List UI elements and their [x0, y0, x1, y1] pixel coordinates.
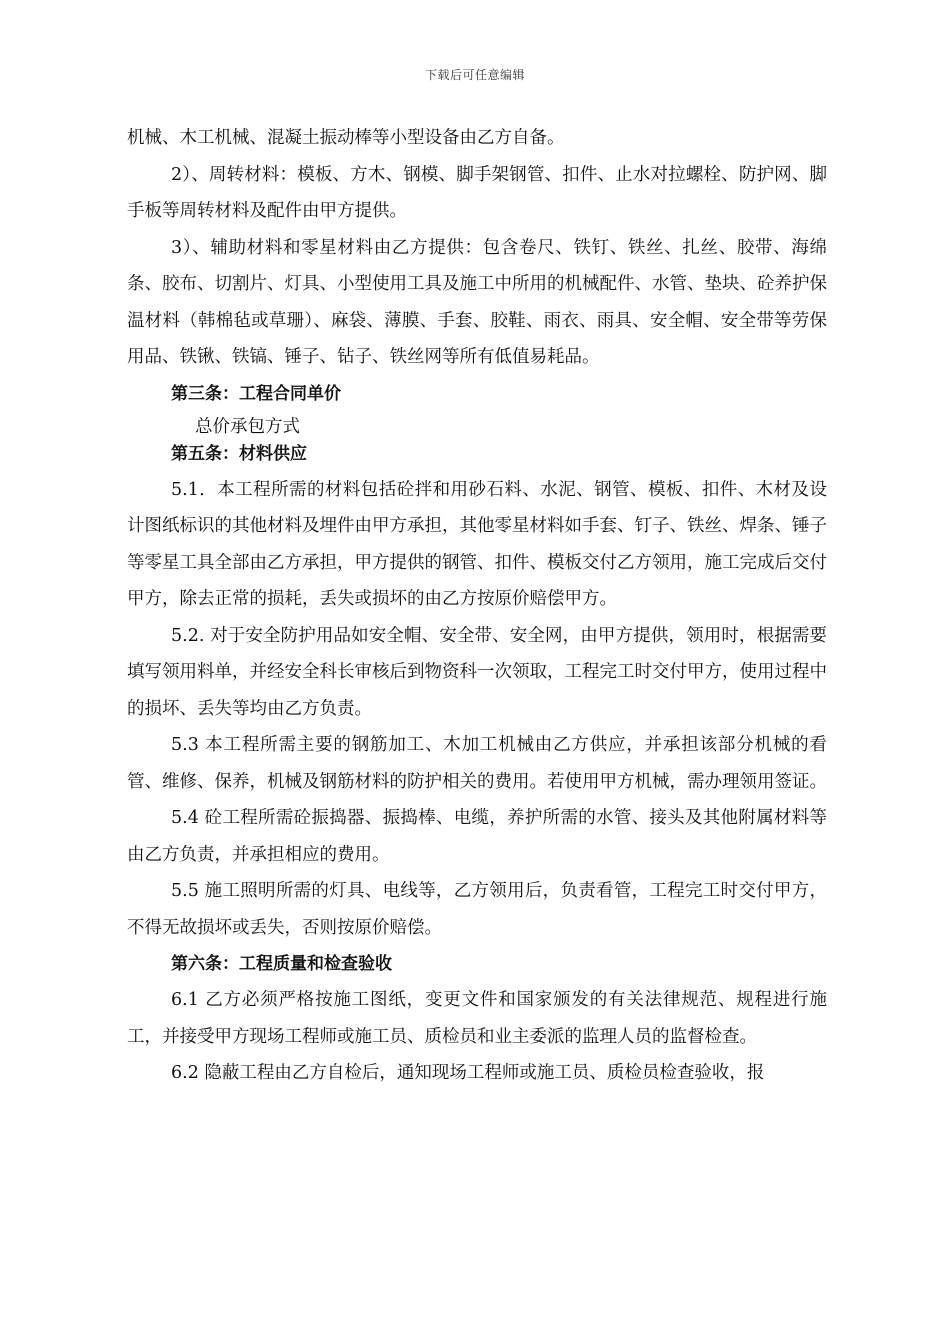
- paragraph-5-3: 5.3 本工程所需主要的钢筋加工、木加工机械由乙方供应，并承担该部分机械的看管、维修、保养，机械及钢筋材料的防护相关的费用。若使用甲方机械，需办理领用签证。: [127, 735, 827, 792]
- paragraph-equipment: 机械、木工机械、混凝土振动棒等小型设备由乙方自备。: [127, 128, 565, 148]
- paragraph-5-1: 5.1．本工程所需的材料包括砼拌和用砂石料、水泥、钢管、模板、扣件、木材及设计图纸标识的其他材料及埋件由甲方承担，其他零星材料如手套、钉子、铁丝、焊条、锤子等零星工具全部由乙方承担，甲方提供的钢管、扣件、模板交付乙方领用，施工完成后交付甲方，除去正常的损耗，丢失或损坏的由乙方按原价赔偿甲方。: [127, 479, 827, 609]
- paragraph-auxiliary-materials: 3）、辅助材料和零星材料由乙方提供：包含卷尺、铁钉、铁丝、扎丝、胶带、海绵条、胶布、切割片、灯具、小型使用工具及施工中所用的机械配件、水管、垫块、砼养护保温材料（韩棉毡或草珊）、麻袋、薄膜、手套、胶鞋、雨衣、雨具、安全帽、安全带等劳保用品、铁锹、铁镐、锤子、钻子、铁丝网等所有低值易耗品。: [127, 237, 827, 367]
- paragraph-5-5: 5.5 施工照明所需的灯具、电线等，乙方领用后，负责看管，工程完工时交付甲方，不得无故损坏或丢失，否则按原价赔偿。: [127, 881, 827, 938]
- paragraph-5-4: 5.4 砼工程所需砼振捣器、振捣棒、电缆，养护所需的水管、接头及其他附属材料等由乙方负责，并承担相应的费用。: [127, 808, 827, 865]
- paragraph-total-price: 总价承包方式: [195, 416, 300, 437]
- heading-article-6: 第六条：工程质量和检查验收: [171, 954, 392, 974]
- paragraph-turnover-materials: 2）、周转材料：模板、方木、钢模、脚手架钢管、扣件、止水对拉螺栓、防护网、脚手板等周转材料及配件由甲方提供。: [127, 164, 827, 221]
- document-body: [127, 120, 827, 1092]
- header-note: 下载后可任意编辑: [424, 68, 525, 82]
- paragraph-6-1: 6.1 乙方必须严格按施工图纸，变更文件和国家颁发的有关法律规范、规程进行施工，并接受甲方现场工程师或施工员、质检员和业主委派的监理人员的监督检查。: [127, 990, 827, 1047]
- paragraph-5-2: 5.2. 对于安全防护用品如安全帽、安全带、安全网，由甲方提供，领用时，根据需要填写领用料单，并经安全科长审核后到物资科一次领取，工程完工时交付甲方，使用过程中的损坏、丢失等均由乙方负责。: [127, 625, 827, 719]
- heading-article-3: 第三条：工程合同单价: [171, 383, 341, 404]
- paragraph-6-2: 6.2 隐蔽工程由乙方自检后，通知现场工程师或施工员、质检员检查验收，报: [171, 1063, 765, 1083]
- heading-article-5: 第五条：材料供应: [171, 443, 307, 464]
